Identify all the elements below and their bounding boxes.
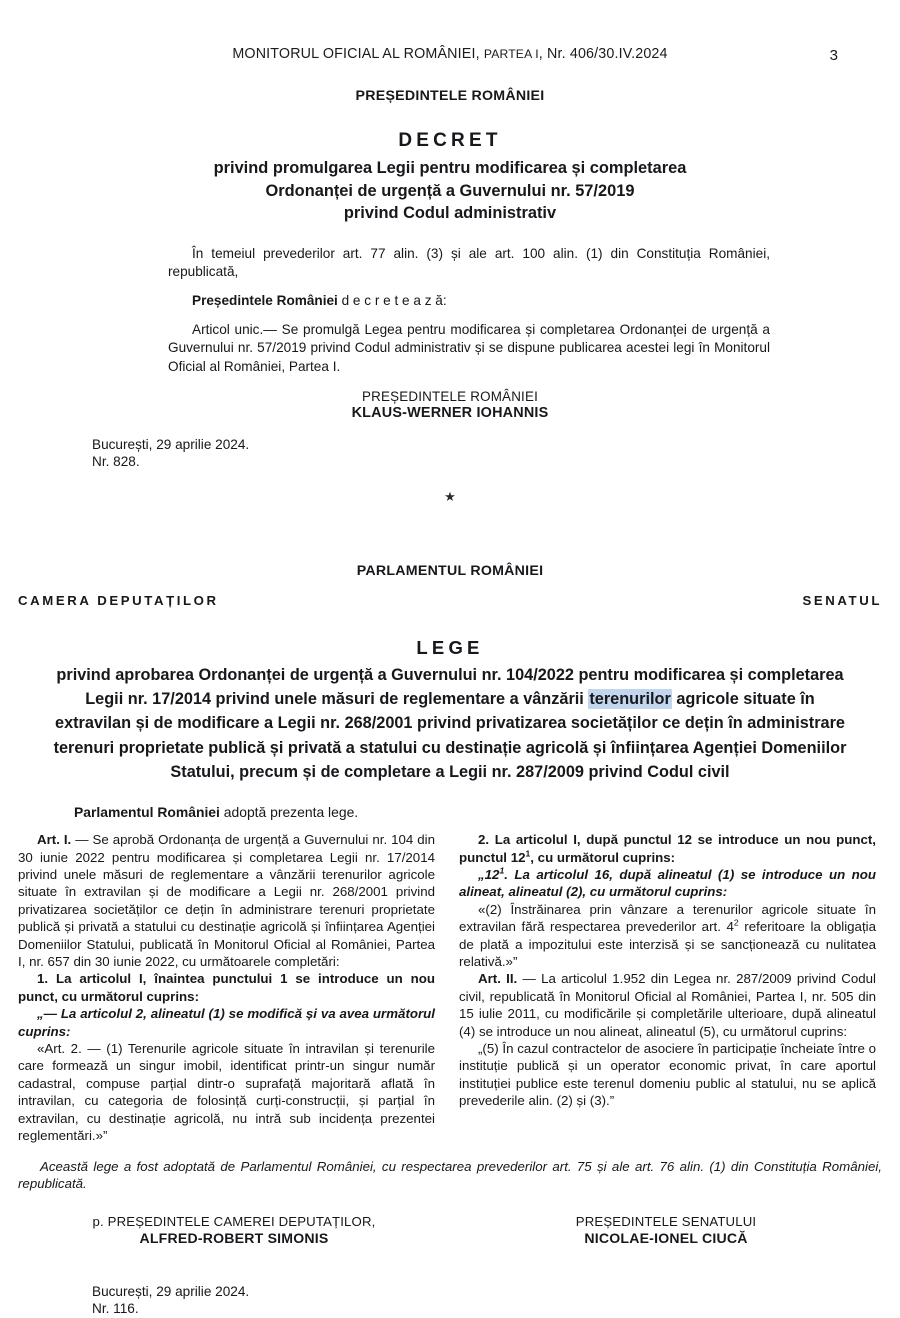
law-point-1-italic: „— La articolul 2, alineatul (1) se modifică și va avea următorul cuprins: [18, 1006, 435, 1039]
star-separator: ★ [444, 488, 456, 504]
law-article-1-text: — Se aprobă Ordonanța de urgență a Guvernului nr. 104 din 30 iunie 2022 pentru modificarea și completarea Legii nr. 17/2014 privind unele măsuri de reglementare a vânzării terenurilor agricole situate în extravilan și de modificare a Legii nr. 268/2001 privind privatizarea societăților ce dețin în administrare terenuri proprietate publică și privată a statului cu destinație agricolă și înființarea Agenției Domeniilor Statului, publicată în Monitorul Oficial al României, Partea I, nr. 657 din 30 iunie 2022, cu următoarele completări: [18, 832, 435, 970]
decree-subtitle-line-2: Ordonanței de urgență a Guvernului nr. 57/2019 [265, 181, 635, 200]
law-point-2-quote-a: «(2) Înstrăinarea prin vânzare a terenurilor agricole situate în extravilan fără respectarea prevederilor art. 4 [459, 901, 876, 935]
decree-place-date-block [92, 436, 882, 471]
law-subtitle-part-1: privind aprobarea Ordonanței de urgență a Guvernului nr. 104/2022 pentru modificarea și completarea Legii nr. 17/2014 privind unele măsuri de reglementare a vânzării [56, 665, 844, 709]
decree-subtitle [18, 157, 882, 225]
law-article-1 [18, 831, 435, 970]
law-signature-row [18, 1213, 882, 1247]
law-article-2 [459, 970, 876, 1040]
law-closing-note-text: Această lege a fost adoptată de Parlamentul României, cu respectarea prevederilor art. 75 și ale art. 76 alin. (1) din Constituția României, republicată. [18, 1158, 882, 1192]
law-adoption-subject: Parlamentul României [74, 804, 220, 821]
law-signature-senate-role: PREȘEDINTELE SENATULUI [575, 1213, 757, 1229]
running-head [18, 46, 882, 80]
law-point-2-quote-sup: 2 [733, 917, 739, 928]
decree-article-text: — Se promulgă Legea pentru modificarea și completarea Ordonanței de urgență a Guvernului nr. 57/2019 privind Codul administrativ și se dispune publicarea acestei legi în Monitorul Oficial al României, Partea I. [168, 322, 770, 374]
law-article-2-quote: „(5) În cazul contractelor de asociere în participație încheiate între o instituție publică și un operator economic privat, în care aportul instituției publice este terenul domeniu public al statului, nu se aplică prevederile alin. (2) și (3).” [459, 1041, 876, 1109]
law-signature-deputies-name: ALFRED-ROBERT SIMONIS [139, 1229, 329, 1246]
law-place-date: București, 29 aprilie 2024. [92, 1283, 250, 1299]
decree-institution-title: PREȘEDINTELE ROMÂNIEI [355, 88, 545, 104]
law-kind-heading: LEGE [416, 636, 484, 658]
law-point-2-italic [459, 866, 876, 901]
law-signature-senate [450, 1213, 882, 1247]
decree-subtitle-line-1: privind promulgarea Legii pentru modificarea și completarea [213, 159, 687, 177]
running-head-title [18, 46, 882, 62]
chamber-deputies-label: CAMERA DEPUTAȚILOR [18, 592, 219, 608]
decree-enacting-line [168, 292, 770, 310]
law-point-2-heading-a: 2. La articolul I, după punctul 12 se introduce un nou punct, punctul 12 [459, 832, 876, 865]
decree-number: Nr. 828. [92, 454, 140, 470]
law-subtitle-part-2: agricole situate în extravilan și de modificare a Legii nr. 268/2001 privind privatizarea societăților ce dețin în administrare terenuri proprietate publică și privată a statului cu destinație agricolă și înființarea Agenției Domeniilor Statului, precum și de completare a Legii nr. 287/2009 privind Codul civil [53, 690, 847, 781]
law-subtitle-highlight: terenurilor [589, 690, 671, 709]
law-adoption-line [74, 804, 882, 820]
law-point-2-quote-b: referitoare la obligația de plată a impozitului este interzisă și se sancționează cu nulitatea relativă.»” [459, 919, 876, 970]
chambers-row [18, 593, 882, 615]
law-point-2-quote [459, 901, 876, 971]
document-page [0, 46, 900, 1315]
law-column-right [459, 831, 876, 1144]
law-signature-deputies-role: p. PREȘEDINTELE CAMEREI DEPUTAȚILOR, [92, 1213, 376, 1229]
parliament-title: PARLAMENTUL ROMÂNIEI [356, 562, 544, 579]
law-column-left [18, 831, 435, 1144]
law-article-2-label: Art. II. [478, 971, 518, 987]
law-number: Nr. 116. [92, 1301, 139, 1317]
running-head-part: PARTEA I [483, 47, 539, 61]
chamber-senate-label: SENATUL [802, 592, 882, 608]
law-adoption-rest: adoptă prezenta lege. [219, 804, 359, 821]
law-signature-senate-name: NICOLAE-IONEL CIUCĂ [584, 1229, 748, 1246]
law-point-1-heading: 1. La articolul I, înaintea punctului 1 se introduce un nou punct, cu următorul cuprins: [18, 971, 435, 1004]
running-head-main: MONITORUL OFICIAL AL ROMÂNIEI, [232, 46, 484, 62]
law-point-2-heading-sup: 1 [525, 848, 531, 859]
decree-enacting-verb: d e c r e t e a z ă: [341, 292, 447, 308]
law-point-2-heading-b: , cu următorul cuprins: [530, 849, 676, 865]
law-point-2-heading [459, 831, 876, 866]
decree-kind-heading: DECRET [398, 130, 502, 151]
decree-article-label: Articol unic. [192, 322, 264, 338]
law-point-2-italic-b: . La articolul 16, după alineatul (1) se introduce un nou alineat, alineatul (2), cu următorul cuprins: [459, 867, 876, 900]
law-point-2-italic-a: „12 [478, 867, 500, 883]
law-article-1-label: Art. I. [37, 832, 72, 848]
page-number: 3 [829, 47, 838, 64]
decree-body [168, 245, 770, 376]
decree-sole-article [168, 321, 770, 376]
decree-subtitle-line-3: privind Codul administrativ [343, 204, 557, 222]
law-place-date-block [92, 1283, 882, 1318]
decree-place-date: București, 29 aprilie 2024. [92, 436, 250, 452]
running-head-tail: , Nr. 406/30.IV.2024 [538, 46, 668, 62]
law-article-2-text: — La articolul 1.952 din Legea nr. 287/2009 privind Codul civil, republicată în Monitorul Oficial al României, Partea I, nr. 505 din 15 iulie 2011, cu modificările și completările ulterioare, după alineatul (4) se introduce un nou alineat, alineatul (5), cu următorul cuprins: [459, 971, 877, 1039]
law-point-2-italic-sup: 1 [499, 865, 505, 876]
decree-signature-name: KLAUS-WERNER IOHANNIS [351, 405, 549, 422]
law-closing-note [18, 1158, 882, 1193]
decree-preamble: În temeiul prevederilor art. 77 alin. (3) și ale art. 100 alin. (1) din Constituția României, republicată, [168, 245, 770, 279]
law-subtitle [18, 663, 882, 784]
decree-signature-role: PREȘEDINTELE ROMÂNIEI [361, 388, 539, 404]
law-point-1-quote: «Art. 2. — (1) Terenurile agricole situate în intravilan și terenurile care formează un singur imobil, identificat printr-un singur număr cadastral, compuse parțial dintr-o suprafață majoritară aflată în intravilan, cu categoria de folosință curți-construcții, și parțial în extravilan, cu destinație agricolă, nu intră sub incidența prezentei reglementări.»” [18, 1041, 435, 1144]
decree-signature-block [18, 389, 882, 422]
decree-enacting-subject: Președintele României [192, 292, 338, 308]
law-columns [18, 831, 882, 1144]
law-signature-deputies [18, 1213, 450, 1247]
